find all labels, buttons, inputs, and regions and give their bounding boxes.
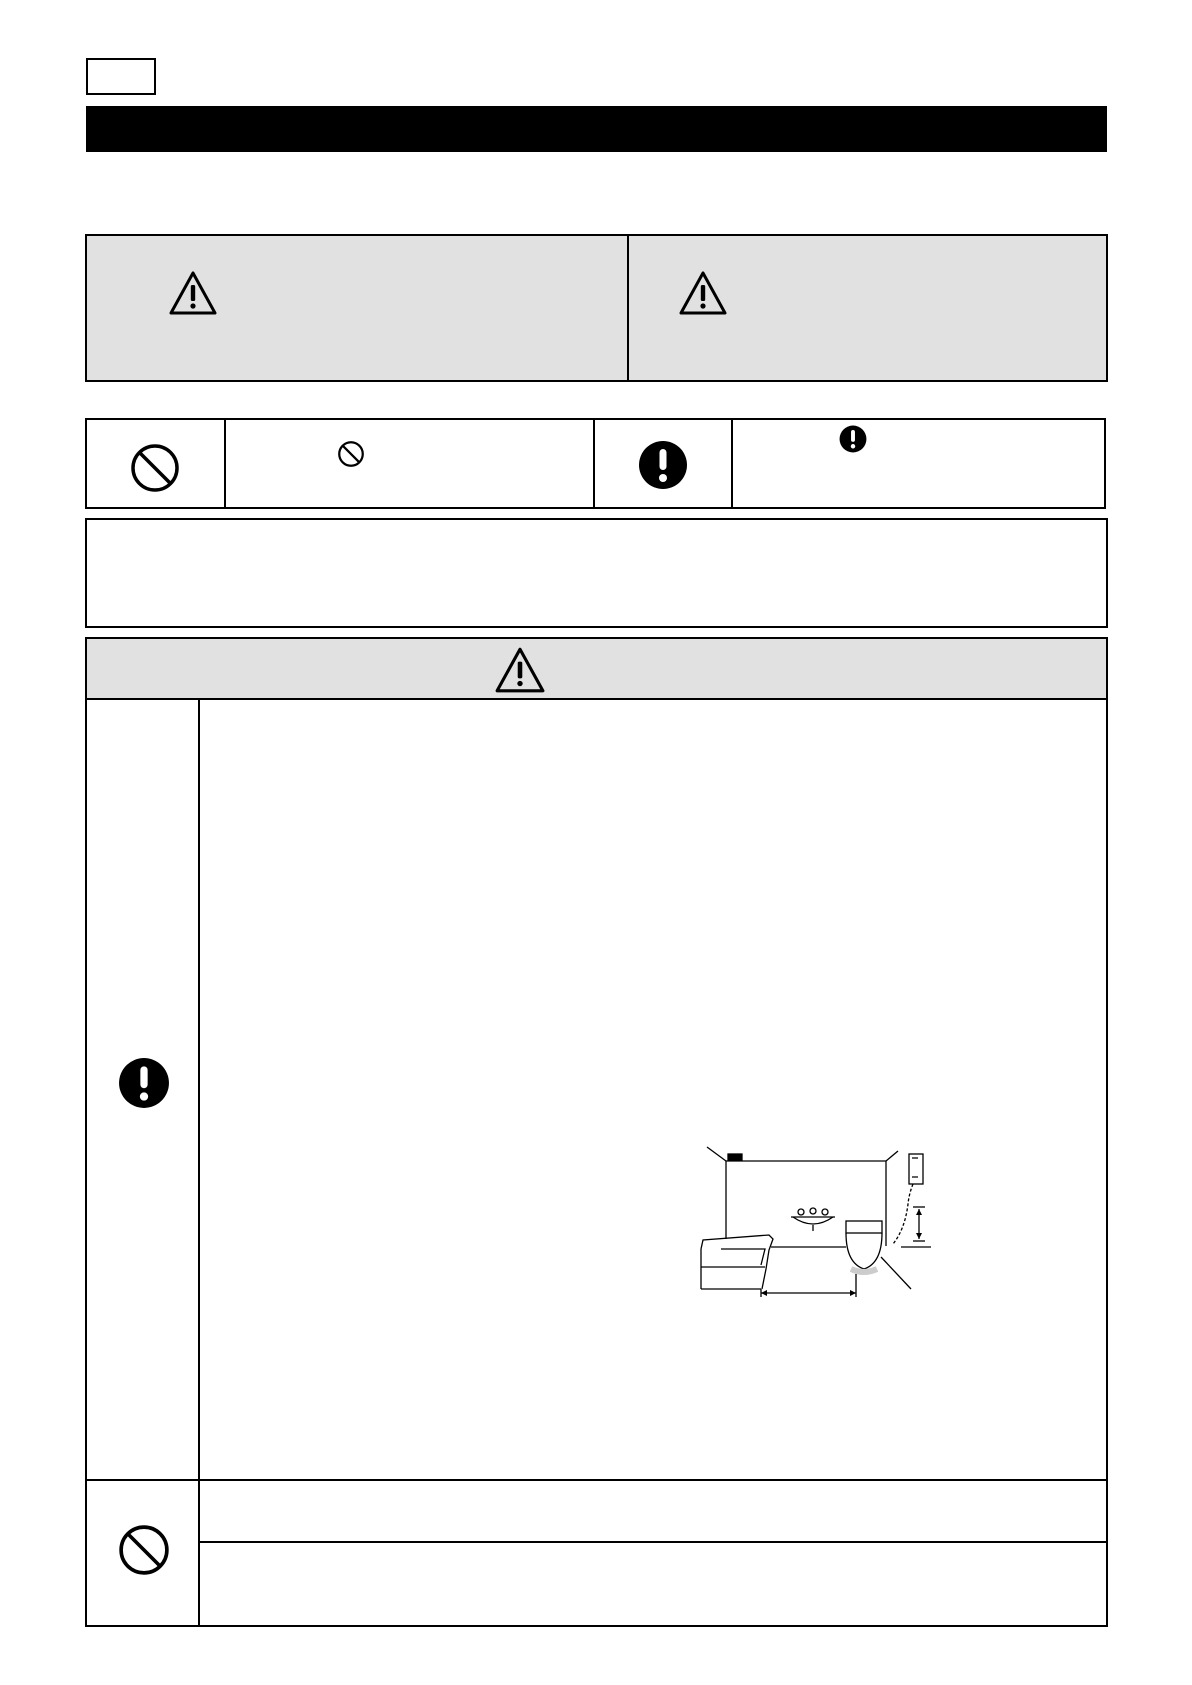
notice-text [107,535,1087,611]
header-divider [87,698,1106,700]
prohibited-item-1 [217,1489,1087,1533]
prohibited-icon [130,443,180,493]
warning-triangle-icon [168,270,218,316]
symbol-legend [85,418,1106,509]
legend-divider [731,420,733,507]
prohibited-item-2 [217,1551,1087,1617]
legend-divider [224,420,226,507]
language-tab [86,58,156,95]
warning-triangle-icon [678,270,728,316]
prohibited-icon [337,440,365,468]
mandatory-row-text [217,719,1087,1419]
row-subdivider [198,1541,1106,1543]
page-title-bar [86,106,1107,152]
signal-word-box [85,234,1108,382]
prohibited-icon [118,1524,170,1576]
warning-triangle-icon [494,646,546,694]
intro-text [86,170,1107,210]
mandatory-exclamation-icon [839,425,867,453]
column-divider [198,698,200,1625]
legend-divider [593,420,595,507]
signal-word-divider [627,236,629,380]
toilet-room-installation-illustration [691,1139,1011,1309]
legend-mandatory-text [877,430,1092,490]
signal-word-2-text [747,266,1087,356]
warning-table-header [87,639,1106,698]
row-divider [87,1479,1106,1481]
notice-box [85,518,1108,628]
mandatory-exclamation-icon [118,1057,170,1109]
mandatory-exclamation-icon [638,440,688,490]
warning-table [85,637,1108,1627]
legend-prohibited-text [377,432,577,492]
signal-word-1-text [237,266,607,356]
